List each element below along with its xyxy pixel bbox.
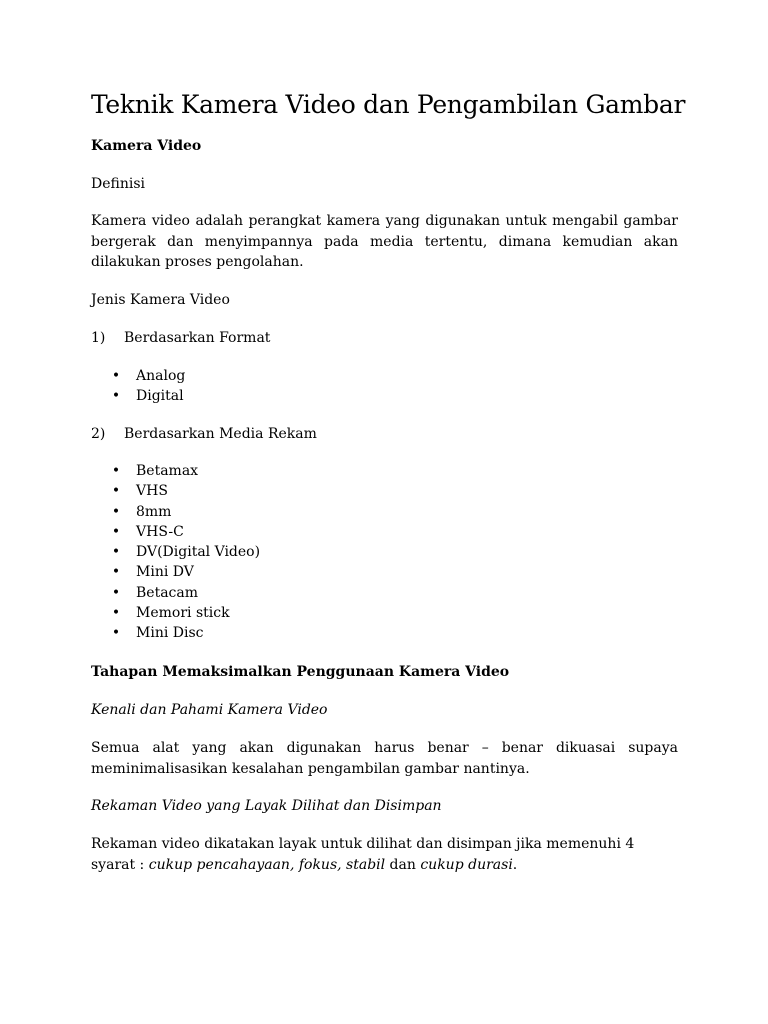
item-number: 2) (91, 426, 106, 442)
list-item: • DV(Digital Video) (91, 542, 260, 562)
list-item: • Analog (91, 366, 185, 386)
list-item: • Mini Disc (91, 623, 260, 643)
jenis-label: Jenis Kamera Video (91, 292, 230, 308)
item-number: 1) (91, 330, 106, 346)
bullet-icon: • (111, 544, 121, 561)
section-heading-kamera-video: Kamera Video (91, 138, 202, 154)
bullet-icon: • (111, 625, 121, 642)
item-label: Berdasarkan Format (124, 330, 271, 346)
bullet-icon: • (111, 483, 121, 500)
requirements-emphasis: cukup pencahayaan, fokus, stabil (148, 856, 386, 873)
section-heading-tahapan: Tahapan Memaksimalkan Penggunaan Kamera Video (91, 664, 510, 680)
bullet-icon: • (111, 388, 121, 405)
bullet-icon: • (111, 523, 121, 540)
media-rekam-list (91, 461, 260, 644)
format-list (91, 366, 185, 407)
list-item: • VHS (91, 481, 260, 501)
bullet-icon: • (111, 584, 121, 601)
list-item: • Mini DV (91, 562, 260, 582)
list-item: • 8mm (91, 502, 260, 522)
bullet-icon: • (111, 564, 121, 581)
kenali-paragraph: Semua alat yang akan digunakan harus benar – benar dikuasai supaya meminimalisasikan kesalahan pengambilan gambar nantinya. (91, 740, 678, 777)
subheading-kenali: Kenali dan Pahami Kamera Video (91, 702, 328, 718)
list-item: • Betacam (91, 583, 260, 603)
document-title: Teknik Kamera Video dan Pengambilan Gambar (91, 90, 686, 119)
item-label: Berdasarkan Media Rekam (124, 426, 317, 442)
subheading-rekaman: Rekaman Video yang Layak Dilihat dan Disimpan (91, 798, 442, 814)
definisi-label: Definisi (91, 176, 146, 192)
list-item: • Betamax (91, 461, 260, 481)
definisi-paragraph: Kamera video adalah perangkat kamera yang digunakan untuk mengabil gambar bergerak dan menyimpannya pada media tertentu, dimana kemudian akan dilakukan proses pengolahan. (91, 213, 678, 270)
bullet-icon: • (111, 463, 121, 479)
durasi-emphasis: cukup durasi (420, 856, 513, 873)
bullet-icon: • (111, 605, 121, 622)
bullet-icon: • (111, 503, 121, 520)
list-item: • VHS-C (91, 522, 260, 542)
rekaman-paragraph: Rekaman video dikatakan layak untuk dilihat dan disimpan jika memenuhi 4 syarat : cukup pencahayaan, fokus, stabil dan cukup durasi. (91, 836, 635, 873)
bullet-icon: • (111, 368, 121, 384)
list-item: • Digital (91, 386, 185, 406)
list-item: • Memori stick (91, 603, 260, 623)
